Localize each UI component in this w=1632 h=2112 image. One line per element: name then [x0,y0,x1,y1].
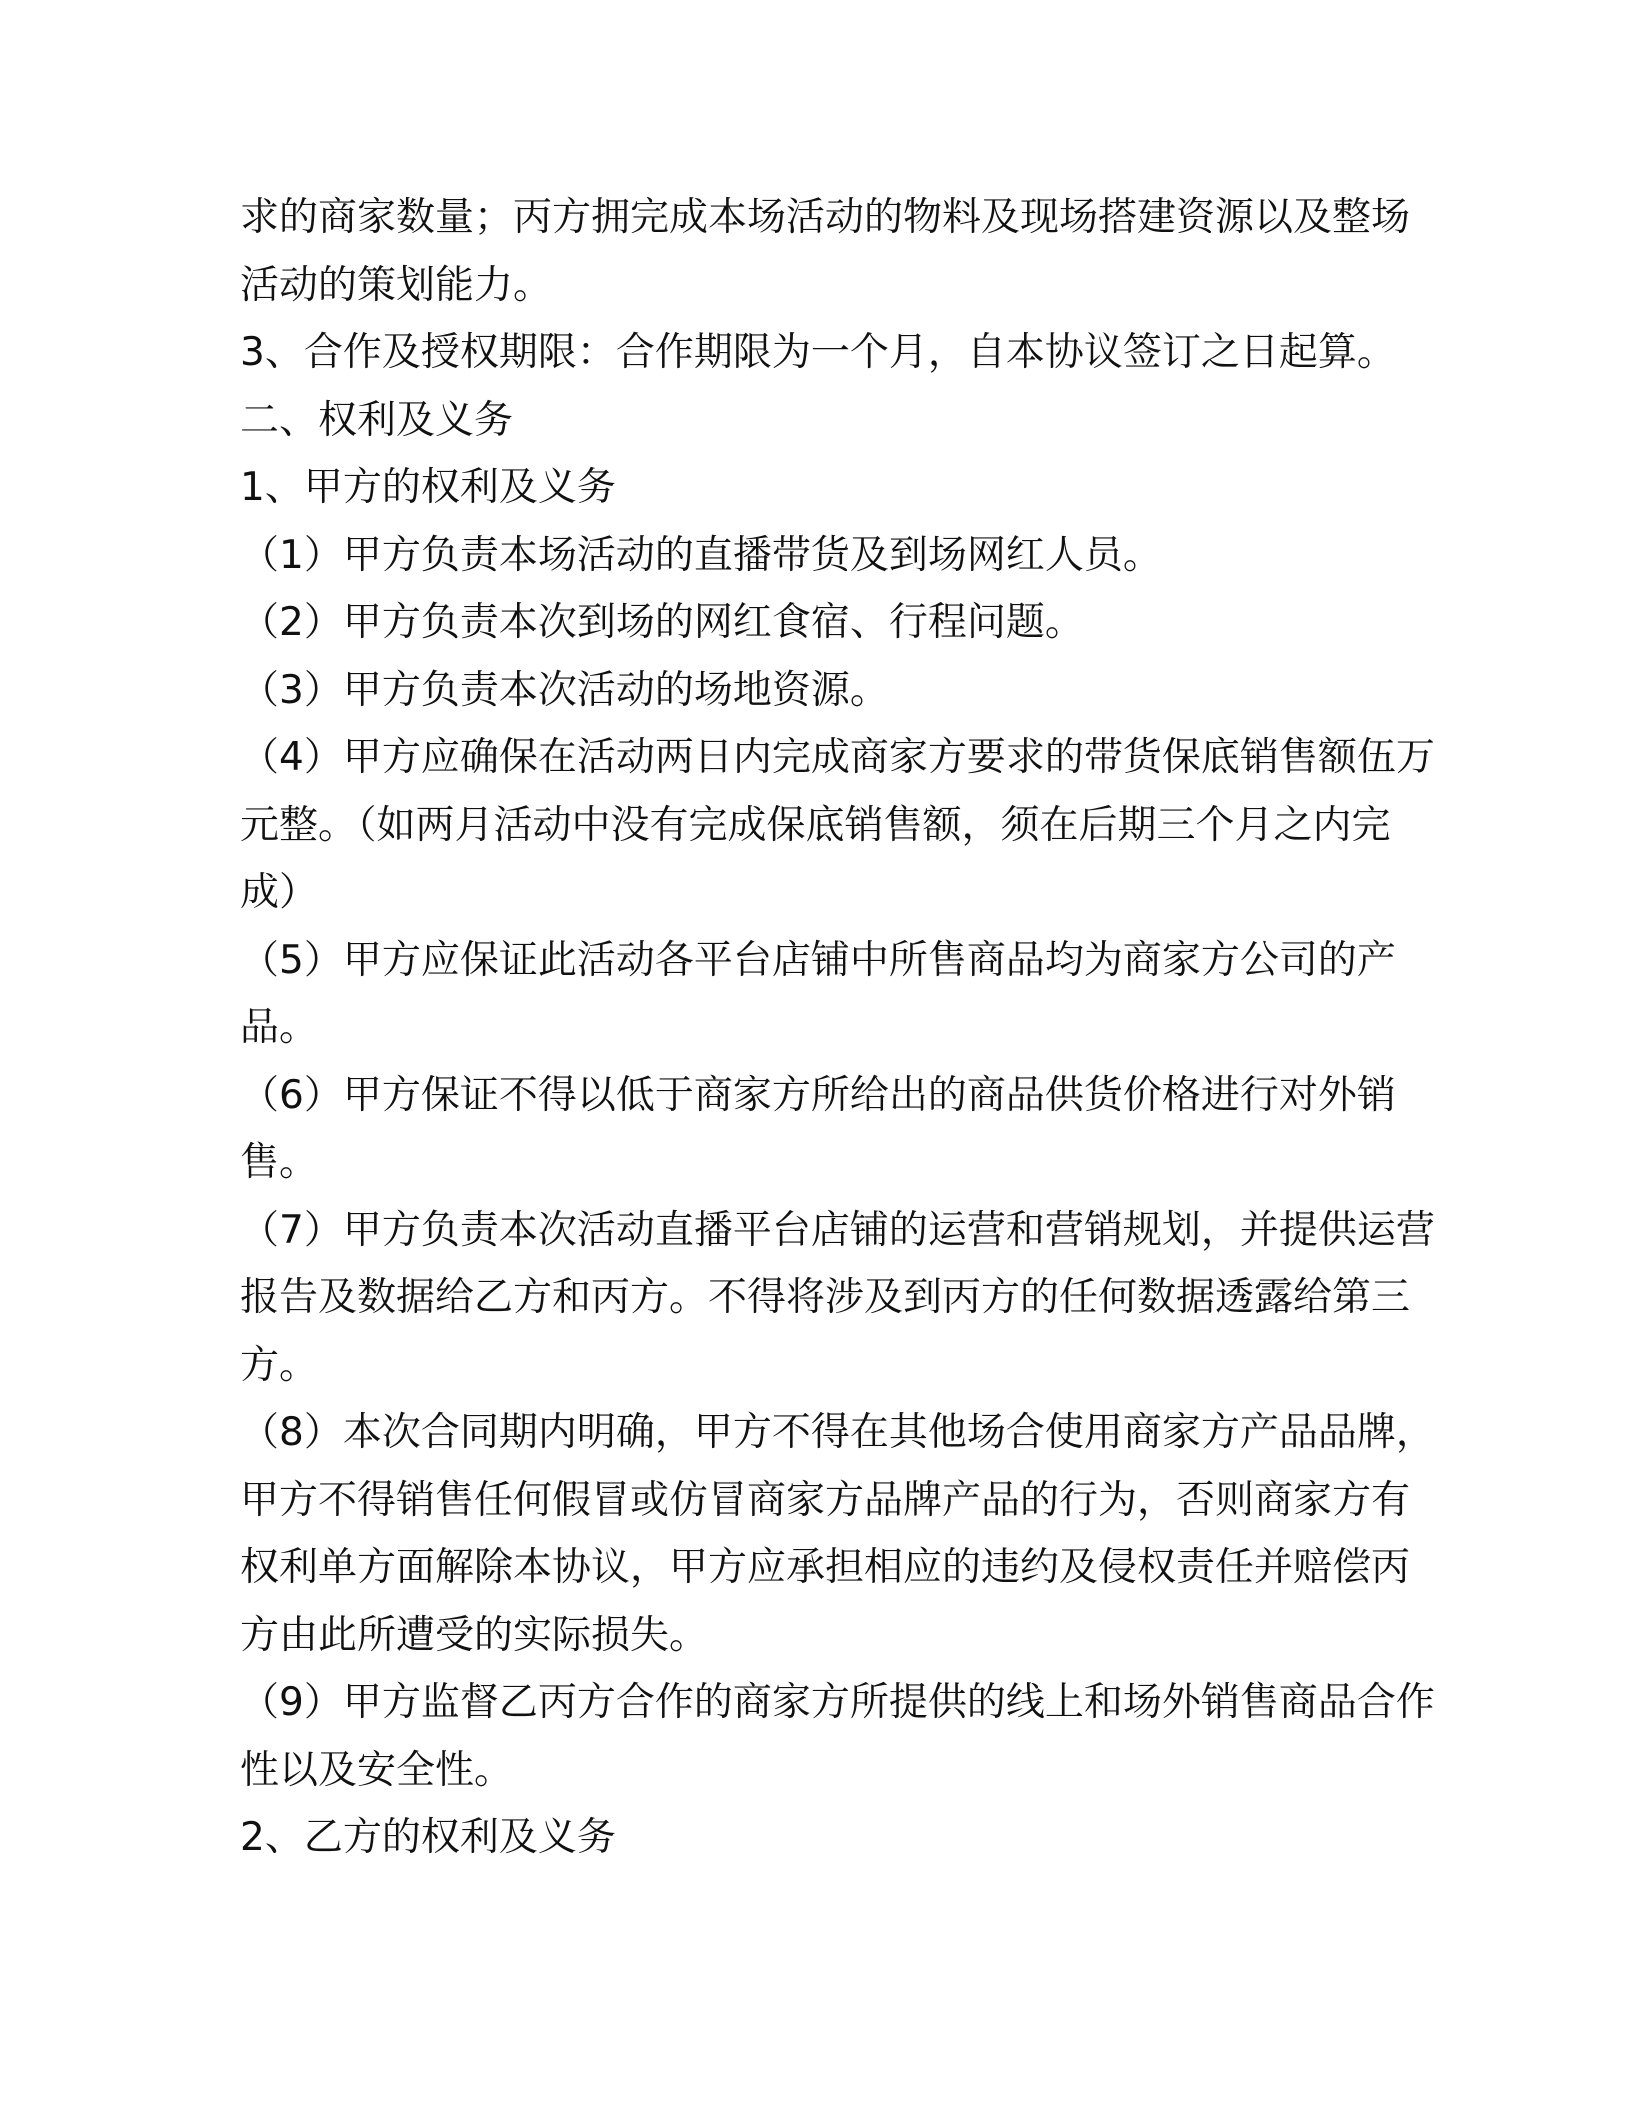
list-item-8: （8）本次合同期内明确，甲方不得在其他场合使用商家方产品品牌， [240,1410,1435,1455]
list-item-9: （9）甲方监督乙丙方合作的商家方所提供的线上和场外销售商品合作 [240,1680,1435,1725]
list-item-6: （6）甲方保证不得以低于商家方所给出的商品供货价格进行对外销 [240,1072,1396,1118]
list-item-2: （2）甲方负责本次到场的网红食宿、行程问题。 [240,600,1084,645]
list-item-8-continued: 方由此所遭受的实际损失。 [240,1612,709,1658]
list-item-4-continued: 成） [240,870,319,915]
list-item-4: （4）甲方应确保在活动两日内完成商家方要求的带货保底销售额伍万 [240,735,1435,780]
subsection-heading-party-b: 2、乙方的权利及义务 [240,1815,616,1860]
list-item-9-continued: 性以及安全性。 [240,1747,514,1793]
list-item-8-continued: 甲方不得销售任何假冒或仿冒商家方品牌产品的行为，否则商家方有 [240,1477,1411,1523]
list-item-1: （1）甲方负责本场活动的直播带货及到场网红人员。 [240,532,1162,578]
text-line: 求的商家数量；丙方拥完成本场活动的物料及现场搭建资源以及整场 [240,195,1411,240]
section-heading-rights-obligations: 二、权利及义务 [240,397,514,443]
list-item-3: （3）甲方负责本次活动的场地资源。 [240,667,889,713]
list-item-5-continued: 品。 [240,1005,319,1050]
list-item-4-continued: 元整。（如两月活动中没有完成保底销售额，须在后期三个月之内完 [240,802,1391,848]
clause-term: 3、合作及授权期限：合作期限为一个月，自本协议签订之日起算。 [240,330,1396,375]
list-item-7-continued: 方。 [240,1342,319,1388]
list-item-5: （5）甲方应保证此活动各平台店铺中所售商品均为商家方公司的产 [240,937,1396,983]
list-item-7-continued: 报告及数据给乙方和丙方。不得将涉及到丙方的任何数据透露给第三 [240,1275,1411,1320]
text-line: 活动的策划能力。 [240,262,553,308]
list-item-8-continued: 权利单方面解除本协议，甲方应承担相应的违约及侵权责任并赔偿丙 [240,1545,1411,1590]
subsection-heading-party-a: 1、甲方的权利及义务 [240,465,616,510]
list-item-7: （7）甲方负责本次活动直播平台店铺的运营和营销规划，并提供运营 [240,1207,1435,1253]
list-item-6-continued: 售。 [240,1140,319,1185]
document-body [240,184,1435,1872]
